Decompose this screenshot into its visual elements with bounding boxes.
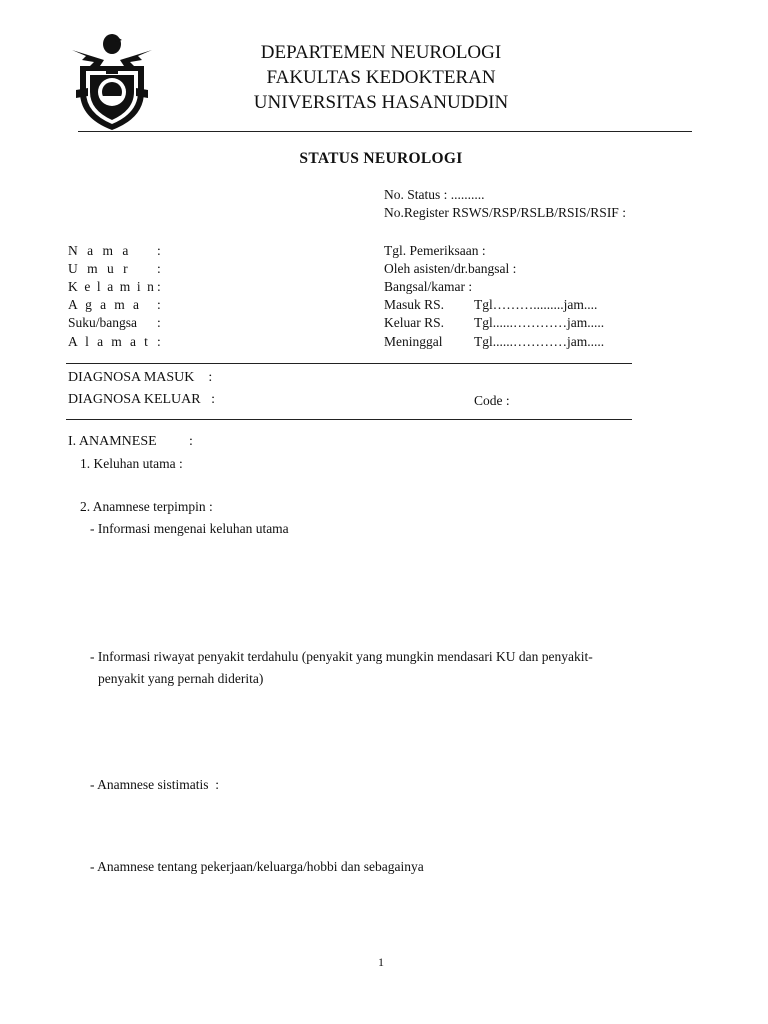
exam-field-date: Tgl......…………jam..... <box>474 334 605 349</box>
patient-field-colon: : <box>157 243 161 258</box>
page-number: 1 <box>378 955 384 969</box>
patient-field-label: A l a m a t <box>68 334 151 349</box>
no-register-field: No.Register RSWS/RSP/RSLB/RSIS/RSIF : <box>384 205 626 220</box>
patient-field-label: Suku/bangsa <box>68 315 137 330</box>
department-name: DEPARTEMEN NEUROLOGI <box>260 42 502 63</box>
patient-field-label: U m u r <box>68 261 131 276</box>
exam-field-date: Tgl……….........jam.... <box>474 297 598 312</box>
exam-field-label: Tgl. Pemeriksaan : <box>384 243 486 258</box>
patient-field-colon: : <box>157 261 161 276</box>
document-title: STATUS NEUROLOGI <box>299 150 463 167</box>
anamnese-heading: I. ANAMNESE <box>68 434 157 449</box>
patient-field-label: A g a m a <box>68 297 142 312</box>
info-riwayat-continuation: penyakit yang pernah diderita) <box>98 671 264 686</box>
exam-field-date: Tgl......…………jam..... <box>474 315 605 330</box>
anamnese-pekerjaan-item: - Anamnese tentang pekerjaan/keluarga/hobbi dan sebagainya <box>90 859 424 874</box>
faculty-name: FAKULTAS KEDOKTERAN <box>266 67 496 88</box>
header-divider <box>78 131 692 132</box>
university-crest-logo <box>66 30 158 134</box>
info-riwayat-item: - Informasi riwayat penyakit terdahulu (penyakit yang mungkin mendasari KU dan penyakit- <box>90 649 593 664</box>
keluhan-utama-item: 1. Keluhan utama : <box>80 456 183 471</box>
exam-field-label: Oleh asisten/dr.bangsal : <box>384 261 517 276</box>
anamnese-sistimatis-item: - Anamnese sistimatis : <box>90 777 219 792</box>
anamnese-terpimpin-item: 2. Anamnese terpimpin : <box>80 499 213 514</box>
patient-field-label: N a m a <box>68 243 132 258</box>
diagnosa-keluar-label: DIAGNOSA KELUAR : <box>68 392 215 407</box>
no-status-field: No. Status : .......... <box>384 187 485 202</box>
code-label: Code : <box>474 393 510 408</box>
patient-field-label: K e l a m i n <box>68 279 156 294</box>
diagnosa-masuk-label: DIAGNOSA MASUK : <box>68 370 213 385</box>
patient-field-colon: : <box>157 315 161 330</box>
exam-field-label: Meninggal <box>384 334 443 349</box>
exam-field-label: Masuk RS. <box>384 297 445 312</box>
exam-field-label: Bangsal/kamar : <box>384 279 473 294</box>
section-divider <box>66 363 632 364</box>
info-keluhan-item: - Informasi mengenai keluhan utama <box>90 521 289 536</box>
patient-field-colon: : <box>157 297 161 312</box>
anamnese-heading-colon: : <box>189 434 193 449</box>
exam-field-label: Keluar RS. <box>384 315 444 330</box>
university-name: UNIVERSITAS HASANUDDIN <box>253 92 509 113</box>
patient-field-colon: : <box>157 334 161 349</box>
patient-field-colon: : <box>157 279 161 294</box>
section-divider <box>66 419 632 420</box>
